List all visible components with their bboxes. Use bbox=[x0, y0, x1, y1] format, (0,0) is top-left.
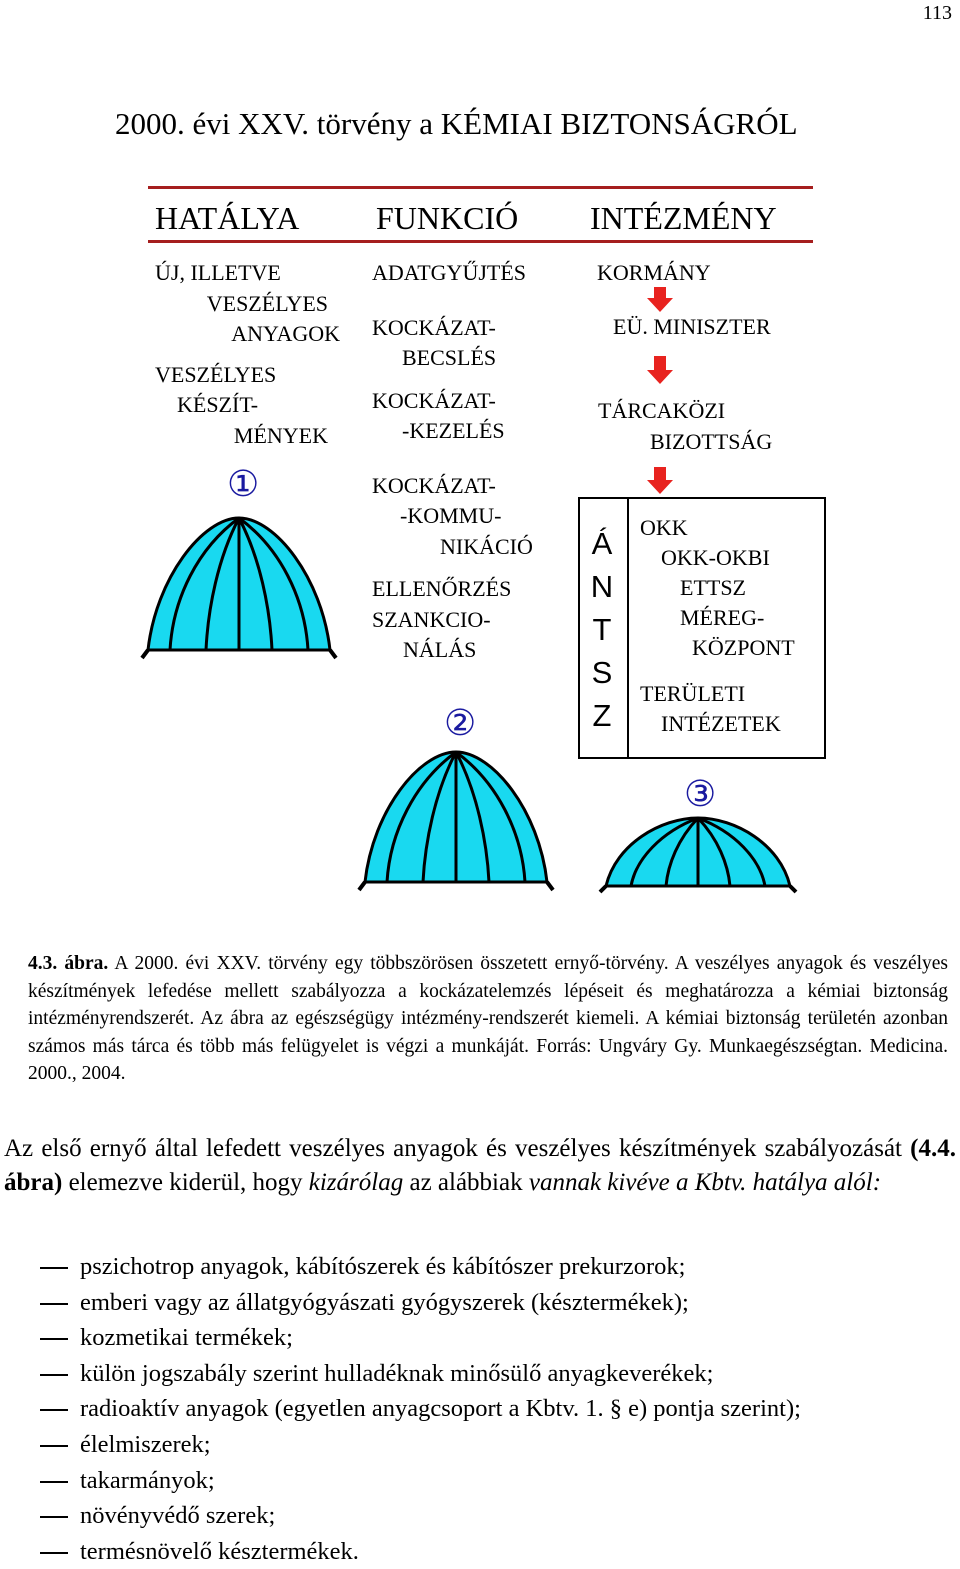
funkcio-line: NIKÁCIÓ bbox=[440, 533, 533, 559]
box-line: INTÉZETEK bbox=[661, 711, 781, 736]
list-item: pszichotrop anyagok, kábítószerek és kábítószer prekurzorok; bbox=[40, 1249, 801, 1285]
antsz-letter: T bbox=[592, 612, 612, 647]
kormany: KORMÁNY bbox=[597, 260, 711, 285]
column-header-funkcio: FUNKCIÓ bbox=[376, 200, 519, 236]
box-line: OKK bbox=[640, 515, 688, 540]
funkcio-line: -KOMMU- bbox=[400, 503, 502, 528]
list-item: élelmiszerek; bbox=[40, 1427, 801, 1463]
list-item: emberi vagy az állatgyógyászati gyógyszerek (késztermékek); bbox=[40, 1285, 801, 1321]
funkcio-line: ADATGYŰJTÉS bbox=[372, 260, 526, 285]
dash-bullet-icon bbox=[40, 1445, 68, 1447]
funkcio-line: -KEZELÉS bbox=[402, 418, 505, 443]
tarcakozi: TÁRCAKÖZI bbox=[598, 398, 726, 423]
box-line: KÖZPONT bbox=[692, 635, 795, 660]
box-line: MÉREG- bbox=[680, 605, 765, 630]
list-item: radioaktív anyagok (egyetlen anyagcsoport a Kbtv. 1. § e) pontja szerint); bbox=[40, 1391, 801, 1427]
funkcio-line: ELLENŐRZÉS bbox=[372, 576, 512, 601]
hatalya-line: ÚJ, ILLETVE bbox=[155, 260, 281, 285]
paragraph-emphasis: vannak kivéve a Kbtv. hatálya alól: bbox=[528, 1169, 882, 1196]
list-item: növényvédő szerek; bbox=[40, 1498, 801, 1534]
funkcio-line: BECSLÉS bbox=[402, 345, 497, 370]
umbrella-3-label: ③ bbox=[684, 774, 717, 815]
funkcio-line: KOCKÁZAT- bbox=[372, 387, 496, 413]
dash-bullet-icon bbox=[40, 1267, 68, 1269]
column-header-hatalya: HATÁLYA bbox=[155, 200, 300, 236]
bizottsag: BIZOTTSÁG bbox=[650, 429, 773, 454]
eu-miniszter: EÜ. MINISZTER bbox=[613, 314, 771, 339]
page-number: 113 bbox=[922, 2, 952, 24]
hatalya-line: ANYAGOK bbox=[231, 321, 340, 346]
funkcio-line: NÁLÁS bbox=[403, 637, 477, 662]
figure-caption bbox=[28, 950, 948, 1088]
box-line: OKK-OKBI bbox=[661, 545, 770, 570]
dash-bullet-icon bbox=[40, 1409, 68, 1411]
caption-text: A 2000. évi XXV. törvény egy többszörösen összetett ernyő-törvény. A veszélyes anyagok és veszélyes készítmények lefedése mellett szabályozza a kockázatelemzés lépéseit és meghatározza a kémiai biztonság intézményrendszerét. Az ábra az egészségügy intézmény-rendszerét kiemeli. A kémiai biztonság területén azonban számos más tárca és több más felügyelet is végzi a munkáját. Forrás: Ungváry Gy. Munkaegészségtan. Medicina. 2000., 2004. bbox=[28, 953, 949, 1084]
box-line: TERÜLETI bbox=[640, 681, 746, 706]
paragraph-text: Az első ernyő által lefedett veszélyes anyagok és veszélyes készítmények szabályozását bbox=[4, 1135, 911, 1162]
list-item: kozmetikai termékek; bbox=[40, 1320, 801, 1356]
hatalya-line: KÉSZÍT- bbox=[177, 392, 259, 417]
figure-reference: (4.4. ábra) bbox=[4, 1135, 956, 1196]
column-header-intezmeny: INTÉZMÉNY bbox=[590, 200, 777, 236]
umbrella-icon bbox=[359, 752, 553, 890]
dash-bullet-icon bbox=[40, 1552, 68, 1554]
funkcio-line: KOCKÁZAT- bbox=[372, 314, 496, 340]
hatalya-line: VESZÉLYES bbox=[206, 290, 328, 316]
paragraph-emphasis: kizárólag bbox=[308, 1169, 404, 1196]
umbrella-2-label: ② bbox=[444, 703, 477, 744]
paragraph-text: az alábbiak bbox=[403, 1169, 529, 1196]
box-line: ETTSZ bbox=[680, 575, 746, 600]
funkcio-line: KOCKÁZAT- bbox=[372, 472, 496, 498]
list-item: termésnövelő késztermékek. bbox=[40, 1534, 801, 1569]
dash-bullet-icon bbox=[40, 1374, 68, 1376]
antsz-letter: S bbox=[591, 655, 613, 690]
umbrella-1-label: ① bbox=[227, 464, 260, 505]
funkcio-line: SZANKCIO- bbox=[372, 606, 491, 632]
antsz-letter: N bbox=[590, 569, 614, 604]
dash-bullet-icon bbox=[40, 1516, 68, 1518]
list-item: külön jogszabály szerint hulladéknak minősülő anyagkeverékek; bbox=[40, 1356, 801, 1392]
list-item: takarmányok; bbox=[40, 1463, 801, 1499]
antsz-letter: Z bbox=[592, 698, 612, 733]
dash-bullet-icon bbox=[40, 1481, 68, 1483]
hatalya-line: MÉNYEK bbox=[233, 422, 328, 448]
paragraph-text: elemezve kiderül, hogy bbox=[62, 1169, 309, 1196]
dash-bullet-icon bbox=[40, 1303, 68, 1305]
antsz-letter: Á bbox=[591, 526, 613, 561]
caption-label: 4.3. ábra. bbox=[28, 953, 109, 974]
hatalya-line: VESZÉLYES bbox=[155, 361, 277, 387]
umbrella-icon bbox=[142, 518, 336, 658]
body-paragraph bbox=[4, 1132, 956, 1200]
umbrella-icon bbox=[600, 818, 796, 892]
page-title: 2000. évi XXV. törvény a KÉMIAI BIZTONSÁGRÓL bbox=[115, 106, 798, 141]
exclusion-list bbox=[40, 1249, 801, 1569]
dash-bullet-icon bbox=[40, 1338, 68, 1340]
